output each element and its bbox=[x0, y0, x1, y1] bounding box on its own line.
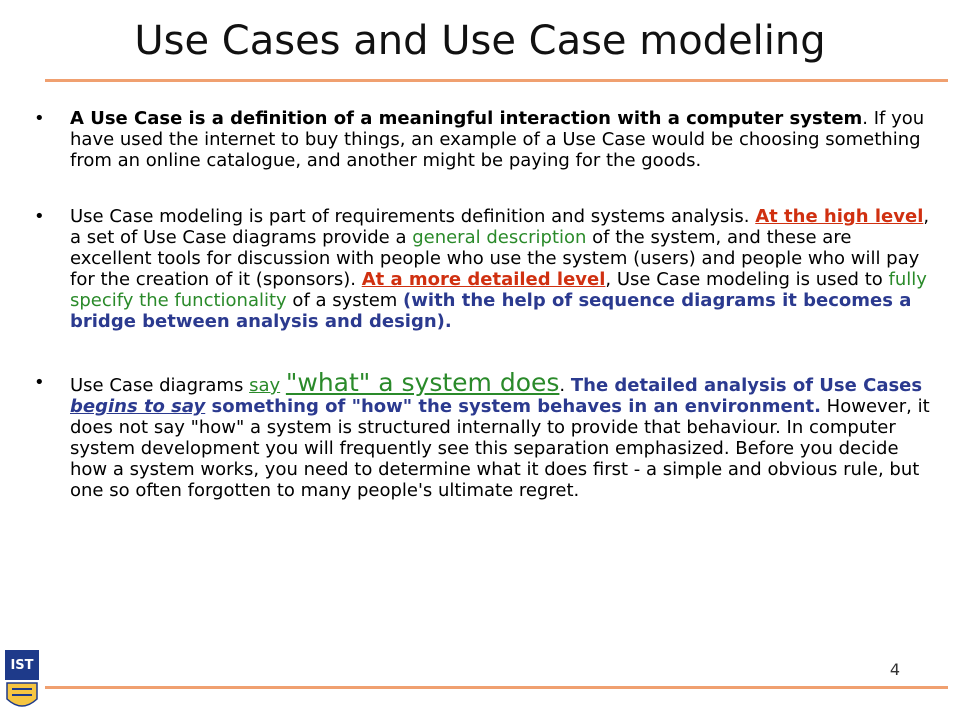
title-divider bbox=[45, 79, 948, 82]
general-description-phrase: general description bbox=[412, 227, 587, 248]
slide-title: Use Cases and Use Case modeling bbox=[134, 18, 826, 64]
definition-text: . If you have used the internet to buy things, an example of a Use Case would be choosing something from an online catalogue, and another might be paying for the goods. bbox=[70, 108, 925, 171]
bullet-item-modeling bbox=[34, 206, 934, 332]
begins-to-say-phrase: begins to say bbox=[70, 396, 206, 417]
modeling-text-4: , Use Case modeling is used to bbox=[605, 269, 889, 290]
modeling-text-1: Use Case modeling is part of requirements definition and systems analysis. bbox=[70, 206, 756, 227]
diagrams-text-3: . bbox=[559, 375, 571, 396]
bullet-marker: • bbox=[34, 372, 45, 393]
bullet-list bbox=[34, 108, 934, 501]
diagrams-text-1: Use Case diagrams bbox=[70, 375, 250, 396]
fully-specify-phrase: fully specify the functionality bbox=[70, 269, 927, 311]
how-phrase: something of "how" the system behaves in an environment. bbox=[205, 396, 821, 417]
bullet-marker: • bbox=[34, 206, 45, 227]
say-phrase: say bbox=[249, 375, 281, 396]
modeling-text-3: of the system, and these are excellent tools for discussion with people who use the system (users) and people who will pay for the creation of it (sponsors). bbox=[70, 227, 920, 290]
bullet-item-definition bbox=[34, 108, 934, 171]
footer-divider bbox=[45, 686, 948, 689]
high-level-phrase: At the high level bbox=[755, 206, 924, 227]
modeling-text-2: , a set of Use Case diagrams provide a bbox=[70, 206, 930, 248]
diagrams-text-rest: However, it does not say "how" a system is structured internally to provide that behaviour. In computer system development you will frequently see this separation emphasized. Before you decide how a system works, you need to determine what it does first - a simple and obvious rule, but one so often forgotten to many people's ultimate regret. bbox=[70, 396, 930, 501]
bridge-phrase: (with the help of sequence diagrams it becomes a bridge between analysis and design). bbox=[70, 290, 912, 332]
what-system-does-phrase: "what" a system does bbox=[285, 368, 560, 397]
ist-logo bbox=[4, 649, 40, 715]
modeling-text-5: of a system bbox=[286, 290, 404, 311]
page-number: 4 bbox=[889, 660, 900, 679]
detailed-analysis-phrase: The detailed analysis of Use Cases bbox=[570, 375, 923, 396]
definition-bold-text: A Use Case is a definition of a meaningful interaction with a computer system bbox=[70, 108, 863, 129]
logo-text: IST bbox=[10, 658, 34, 673]
detailed-level-phrase: At a more detailed level bbox=[361, 269, 606, 290]
bullet-marker: • bbox=[34, 108, 45, 129]
bullet-item-diagrams bbox=[34, 368, 934, 501]
